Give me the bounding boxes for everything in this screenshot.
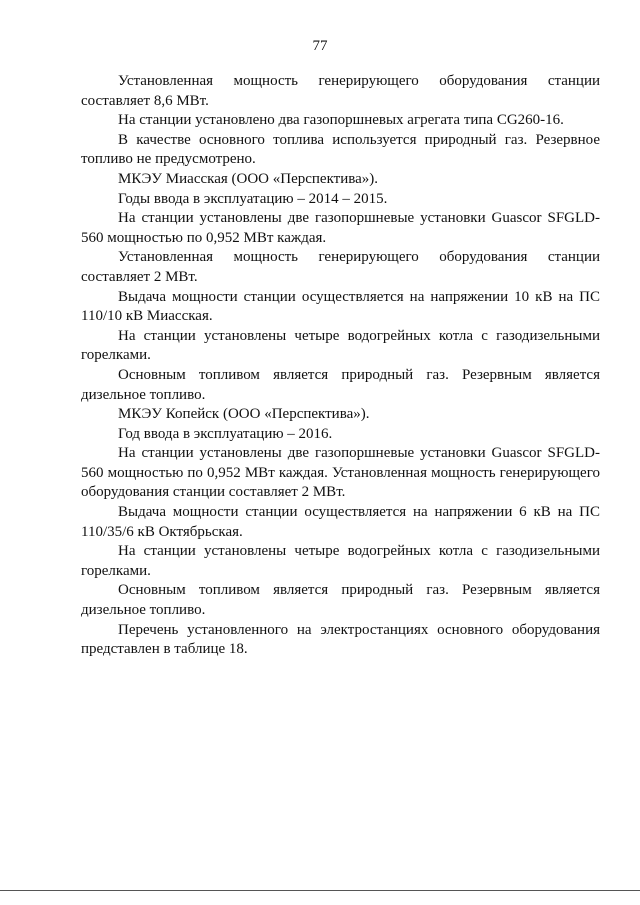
paragraph: На станции установлено два газопоршневых агрегата типа CG260-16.: [118, 112, 564, 129]
paragraph: Перечень установленного на электростанциях основного оборудования представлен в таблице 18.: [81, 621, 600, 658]
document-body: [81, 72, 600, 660]
paragraph: Выдача мощности станции осуществляется на напряжении 6 кВ на ПС 110/35/6 кВ Октябрьская.: [81, 504, 600, 540]
paragraph: На станции установлены две газопоршневые установки Guascor SFGLD-560 мощностью по 0,952 МВт каждая. Установленная мощность генерирующего оборудования станции составляет 2 МВт.: [81, 445, 600, 501]
paragraph: На станции установлены четыре водогрейных котла с газодизельными горелками.: [81, 327, 600, 364]
paragraph: Основным топливом является природный газ. Резервным является дизельное топливо.: [81, 366, 600, 403]
paragraph: Годы ввода в эксплуатацию – 2014 – 2015.: [118, 190, 388, 207]
paragraph: Выдача мощности станции осуществляется на напряжении 10 кВ на ПС 110/10 кВ Миасская.: [81, 288, 600, 325]
paragraph: Основным топливом является природный газ. Резервным является дизельное топливо.: [81, 582, 600, 619]
paragraph: На станции установлены четыре водогрейных котла с газодизельными горелками.: [81, 543, 600, 579]
page-bottom-border: [0, 890, 640, 891]
paragraph: Год ввода в эксплуатацию – 2016.: [118, 425, 333, 442]
paragraph: Установленная мощность генерирующего оборудования станции составляет 2 МВт.: [81, 249, 600, 285]
paragraph: Установленная мощность генерирующего оборудования станции составляет 8,6 МВт.: [81, 73, 600, 109]
paragraph: В качестве основного топлива используется природный газ. Резервное топливо не предусмотрено.: [81, 131, 600, 168]
paragraph: На станции установлены две газопоршневые установки Guascor SFGLD-560 мощностью по 0,952 МВт каждая.: [81, 210, 600, 246]
paragraph: МКЭУ Копейск (ООО «Перспектива»).: [118, 406, 370, 423]
page-number: 77: [312, 38, 328, 54]
paragraph: МКЭУ Миасская (ООО «Перспектива»).: [118, 170, 379, 187]
